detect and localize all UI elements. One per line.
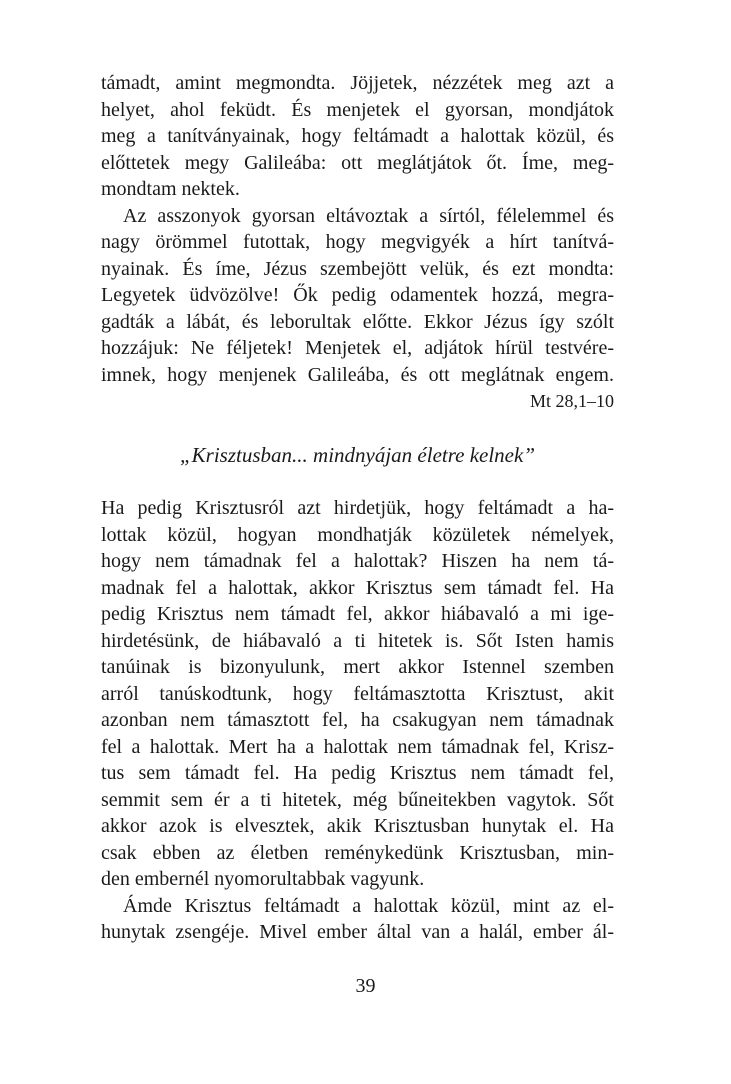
text-line: mondtam nektek.: [101, 178, 240, 200]
text-line: azonban nem támasztott fel, ha csakugyan nem támadnak: [101, 709, 614, 731]
text-line: csak ebben az életben reménykedünk Krisztusban, min-: [101, 841, 614, 864]
page-body: [101, 70, 614, 946]
text-line: akkor azok is elvesztek, akik Krisztusban hunytak el. Ha: [101, 815, 614, 837]
text-line: nagy örömmel futottak, hogy megvigyék a hírt tanítvá-: [101, 231, 614, 253]
text-line: nyainak. És íme, Jézus szembejött velük, és ezt mondta:: [101, 257, 614, 280]
text-line: fel a halottak. Mert ha a halottak nem támadnak fel, Krisz-: [101, 735, 614, 758]
paragraph-1: [101, 70, 614, 203]
paragraph-3: [101, 495, 614, 893]
text-line: hogy nem támadnak fel a halottak? Hiszen ha nem tá-: [101, 550, 614, 572]
text-line: előttetek megy Galileába: ott meglátjátok őt. Íme, meg-: [101, 151, 614, 174]
text-line: gadták a lábát, és leborultak előtte. Ekkor Jézus így szólt: [101, 310, 614, 333]
section-heading: „Krisztusban... mindnyájan életre kelnek”: [179, 443, 536, 467]
text-line: hunytak zsengéje. Mivel ember által van a halál, ember ál-: [101, 921, 614, 943]
text-line: helyet, ahol feküdt. És menjetek el gyorsan, mondjátok: [101, 98, 614, 121]
text-line: imnek, hogy menjenek Galileába, és ott meglátnak engem.: [101, 363, 614, 386]
text-line: lottak közül, hogyan mondhatják közületek némelyek,: [101, 523, 614, 546]
text-line: tus sem támadt fel. Ha pedig Krisztus nem támadt fel,: [101, 762, 614, 784]
page-number: 39: [355, 975, 376, 997]
text-line: hirdetésünk, de hiábavaló a ti hitetek is. Sőt Isten hamis: [101, 629, 614, 652]
text-line: pedig Krisztus nem támadt fel, akkor hiábavaló a mi ige-: [101, 603, 614, 625]
text-line: arról tanúskodtunk, hogy feltámasztotta Krisztust, akit: [101, 682, 614, 705]
bible-reference: Mt 28,1–10: [529, 391, 614, 411]
paragraph-4: [101, 893, 614, 946]
text-line: hozzájuk: Ne féljetek! Menjetek el, adjátok hírül testvére-: [101, 337, 614, 359]
text-line: Legyetek üdvözölve! Ők pedig odamentek hozzá, megra-: [101, 284, 614, 306]
text-line: semmit sem ér a ti hitetek, még bűneitekben vagytok. Sőt: [101, 788, 614, 811]
text-line: Ha pedig Krisztusról azt hirdetjük, hogy feltámadt a ha-: [101, 497, 614, 519]
text-line: Az asszonyok gyorsan eltávoztak a sírtól, félelemmel és: [123, 204, 614, 227]
paragraph-2: [101, 203, 614, 389]
text-line: madnak fel a halottak, akkor Krisztus sem támadt fel. Ha: [101, 576, 614, 599]
text-line: támadt, amint megmondta. Jöjjetek, nézzétek meg azt a: [101, 72, 614, 94]
text-line: Ámde Krisztus feltámadt a halottak közül, mint az el-: [123, 894, 614, 917]
text-line: tanúinak is bizonyulunk, mert akkor Istennel szemben: [101, 656, 614, 678]
text-line: den embernél nyomorultabbak vagyunk.: [101, 868, 425, 890]
text-line: meg a tanítványainak, hogy feltámadt a halottak közül, és: [101, 125, 614, 147]
